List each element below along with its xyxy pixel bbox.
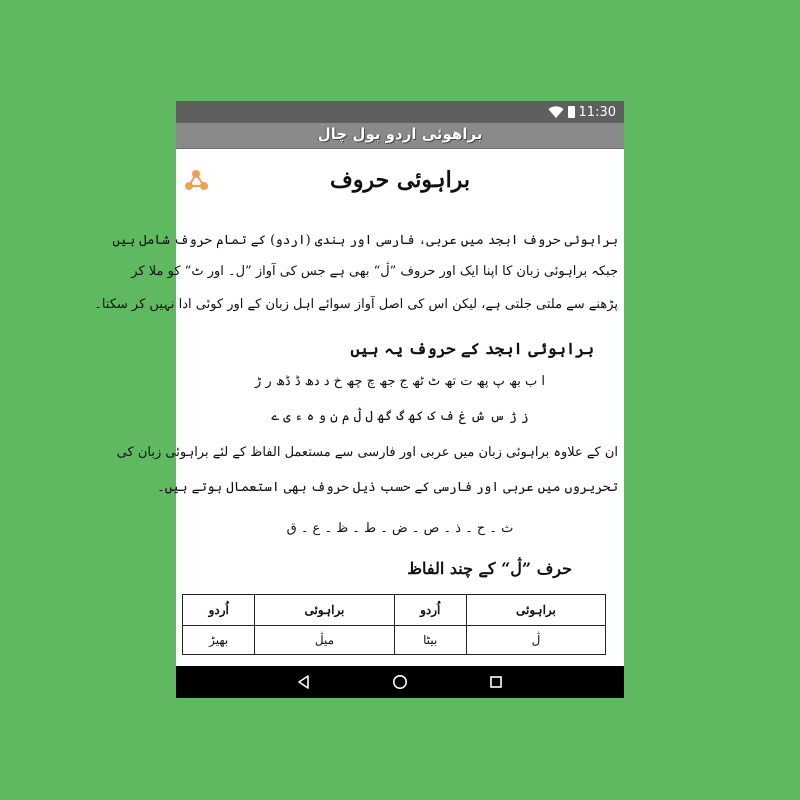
content-scroll-area[interactable] [94,149,624,666]
table-header: اُردو [183,595,255,626]
recents-button[interactable] [476,666,516,698]
app-title: براھوئی اردو بول چال [317,125,483,143]
table-cell: میڷ [255,626,394,655]
wifi-icon [548,106,564,119]
status-time: 11:30 [578,104,616,120]
table-cell: بھیڑ [183,626,255,655]
table-header: براہوئی [466,595,605,626]
app-bar [176,123,624,149]
back-icon [296,674,312,690]
alphabet-line-1: ا ب بھ پ پھ ت تھ ٹ ٹھ ج جھ چ چھ خ د دھ ڈ ڈھ ر ڑ [255,374,545,389]
home-button[interactable] [380,666,420,698]
table-header-row [183,595,606,626]
table-header: اُردو [394,595,466,626]
status-icons [548,104,616,120]
extra-letters: ث ۔ ح ۔ ذ ۔ ص ۔ ض ۔ ط ۔ ظ ۔ ع ۔ ق [286,521,514,536]
words-heading: حرف ”ڷ“ کے چند الفاظ [407,559,572,578]
back-button[interactable] [284,666,324,698]
table-cell: ڷ [466,626,605,655]
recents-icon [488,674,504,690]
words-table [182,594,606,655]
navigation-bar [176,666,624,698]
table-cell: بیٹا [394,626,466,655]
additional-paragraph-line-2: تحریروں میں عربی اور فارسی کے حسب ذیل حروف بھی استعمال ہوتے ہیں۔ [157,480,618,495]
battery-icon [568,106,575,118]
phone-screen [94,101,624,698]
share-icon[interactable] [184,169,210,193]
intro-paragraph-line-1: براہوئی حروف ابجد میں عربی، فارسی اور ہندی (اردو) کے تمام حروف شامل ہیں [112,233,618,248]
page-title: براہوئی حروف [330,167,470,193]
table-row [183,626,606,655]
intro-paragraph-line-3: پڑھنے سے ملتی جلتی ہے، لیکن اس کی اصل آواز سوائے اہل زبان کے اور کوئی ادا نہیں کر سکتا۔ [94,297,618,312]
table-header: براہوئی [255,595,394,626]
alphabet-line-2: ز ژ س ش غ ف ک کھ گ گھ ل ڷ م ن و ہ ء ی ے [271,409,529,424]
home-icon [392,674,408,690]
status-bar [176,101,624,123]
alphabet-heading: براہوئی ابجد کے حروف یہ ہیں [350,339,594,358]
intro-paragraph-line-2: جبکہ براہوئی زبان کا اپنا ایک اور حروف ”ڷ“ بھی ہے جس کی آواز ”ل۔ اور ٹ“ کو ملا کر [131,264,618,279]
additional-paragraph-line-1: ان کے علاوہ براہوئی زبان میں عربی اور فارسی سے مستعمل الفاظ کے لئے براہوئی زبان کی [116,445,618,460]
